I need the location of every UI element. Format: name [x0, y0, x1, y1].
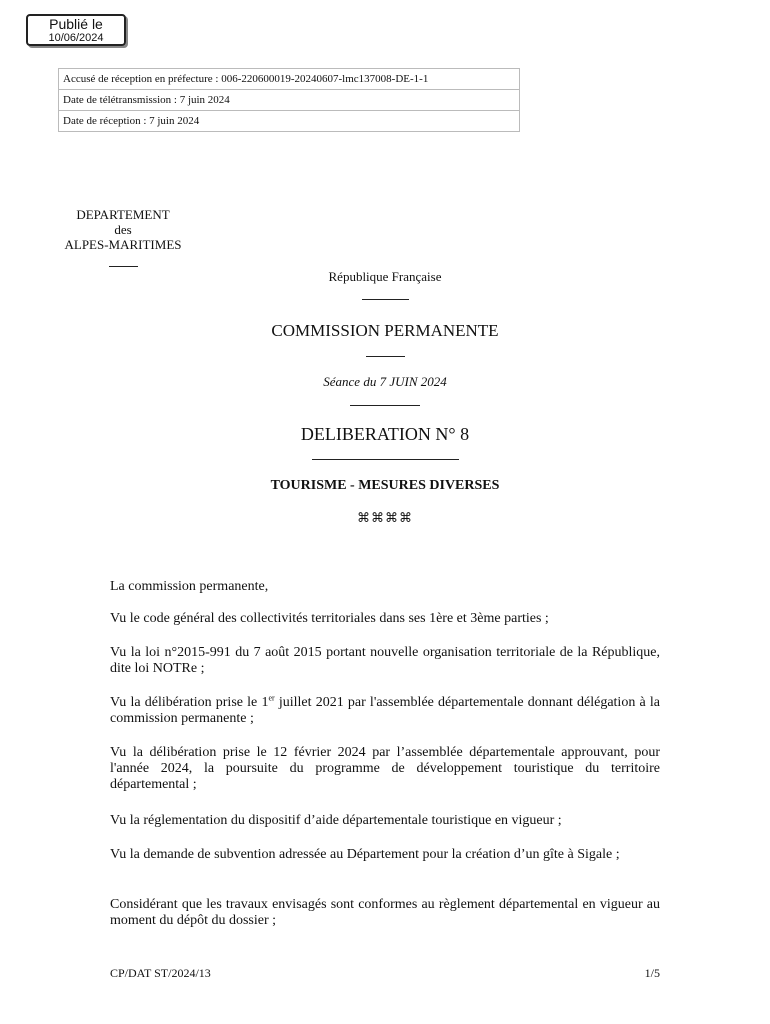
- receipt-table: [58, 68, 520, 132]
- paragraph-text: Considérant que les travaux envisagés sont conformes au règlement départemental en vigueur au moment du dépôt du dossier ;: [110, 897, 660, 928]
- text-span: juillet 2021 par l'assemblée départementale donnant délégation à la commission permanente ;: [110, 695, 660, 726]
- paragraph-text: Vu le code général des collectivités territoriales dans ses 1ère et 3ème parties ;: [110, 611, 549, 626]
- divider: [366, 356, 405, 357]
- paragraph: [110, 897, 660, 929]
- paragraph-text: [110, 695, 660, 727]
- receipt-transmission-date: Date de télétransmission : 7 juin 2024: [59, 90, 520, 111]
- ornament-symbols: ⌘⌘⌘⌘: [357, 511, 413, 526]
- table-row: [59, 69, 520, 90]
- page-number: 1/5: [644, 966, 660, 980]
- commission-heading: COMMISSION PERMANENTE: [271, 321, 499, 340]
- publication-stamp: [26, 14, 126, 46]
- superscript: er: [268, 693, 275, 703]
- document-reference: CP/DAT ST/2024/13: [110, 966, 211, 980]
- divider: [362, 299, 409, 300]
- divider: [109, 266, 138, 267]
- paragraph-text: Vu la demande de subvention adressée au Département pour la création d’un gîte à Sigale ;: [110, 847, 620, 862]
- receipt-prefecture: Accusé de réception en préfecture : 006-220600019-20240607-lmc137008-DE-1-1: [59, 69, 520, 90]
- receipt-reception-date: Date de réception : 7 juin 2024: [59, 111, 520, 132]
- paragraph: [110, 745, 660, 793]
- paragraph: [110, 645, 660, 677]
- department-line: des: [114, 222, 132, 237]
- republic-heading: République Française: [328, 269, 442, 284]
- deliberation-title: DELIBERATION N° 8: [300, 424, 470, 444]
- seance-date: Séance du 7 JUIN 2024: [323, 374, 447, 389]
- stamp-label: Publié le: [49, 16, 103, 32]
- paragraph: [110, 611, 660, 627]
- department-block: [50, 207, 196, 252]
- paragraph: [110, 695, 660, 727]
- paragraph: [110, 579, 660, 595]
- department-line: ALPES-MARITIMES: [64, 237, 182, 252]
- paragraph: [110, 847, 660, 863]
- deliberation-subject: TOURISME - MESURES DIVERSES: [270, 478, 500, 493]
- department-line: DEPARTEMENT: [76, 207, 170, 222]
- paragraph: [110, 813, 660, 829]
- table-row: [59, 90, 520, 111]
- stamp-date: 10/06/2024: [48, 32, 104, 44]
- paragraph-text: Vu la délibération prise le 12 février 2024 par l’assemblée départementale approuvant, pour l'année 2024, la poursuite du programme de développement touristique du territoire départemental ;: [110, 745, 660, 792]
- divider: [350, 405, 420, 406]
- paragraph-text: La commission permanente,: [110, 579, 269, 594]
- divider: [312, 459, 459, 460]
- table-row: [59, 111, 520, 132]
- paragraph-text: Vu la réglementation du dispositif d’aide départementale touristique en vigueur ;: [110, 813, 562, 828]
- paragraph-text: Vu la loi n°2015-991 du 7 août 2015 portant nouvelle organisation territoriale de la République, dite loi NOTRe ;: [110, 645, 660, 676]
- text-span: Vu la délibération prise le 1: [110, 695, 269, 710]
